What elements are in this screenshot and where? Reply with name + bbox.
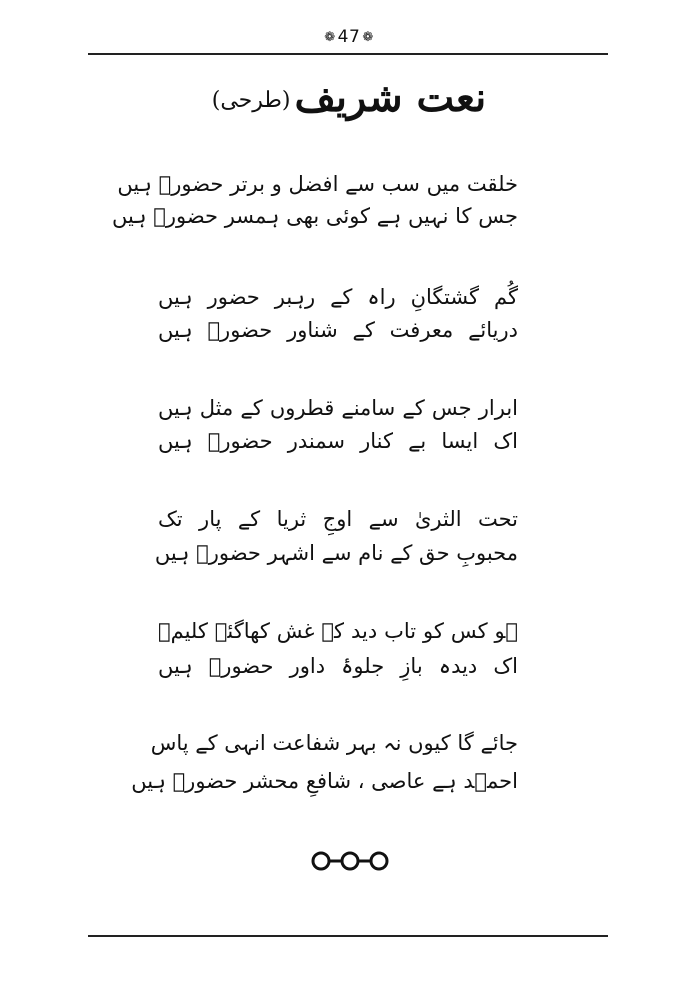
end-ornament-icon [310,850,390,872]
verse-line: تحت الثریٰ سے اوجِ ثریا کے پار تک [158,507,518,531]
verse-line: دریائے معرفت کے شناور حضورؐ ہیں [158,318,518,342]
verse-line: اک دیدہ بازِ جلوۂ داور حضورؐ ہیں [158,654,518,678]
footer-rule [88,935,608,937]
verse-line: جس کا نہیں ہے کوئی بھی ہمسر حضورؐ ہیں [111,204,518,228]
verse-line: جائے گا کیوں نہ بہر شفاعت انہی کے پاس [150,731,518,755]
page-number: 47 [337,27,361,47]
ornament-right-icon: ❁ [362,30,374,45]
verse-line: ہو کس کو تاب دید کہ غش کھاگئے کلیمؑ [158,619,518,643]
verse-line: احمؔد ہے عاصی ، شافعِ محشر حضورؐ ہیں [131,769,518,793]
verse-line: خلقت میں سب سے افضل و برتر حضورؐ ہیں [117,172,518,196]
verse-line: ابرار جس کے سامنے قطروں کے مثل ہیں [158,396,518,420]
poem-title-sub: (طرحی) [211,88,291,113]
header-rule [88,53,608,55]
poem-title [0,70,698,129]
verse-line: اک ایسا بے کنار سمندر حضورؐ ہیں [158,429,518,453]
verse-line: گُم گشتگانِ راہ کے رہبر حضور ہیں [158,285,518,309]
ornament-left-icon: ❁ [324,30,336,45]
verse-line: محبوبِ حق کے نام سے اشہر حضورؐ ہیں [154,541,518,565]
poem-title-main: نعت شریف [294,74,487,121]
page-number-header [0,26,698,49]
